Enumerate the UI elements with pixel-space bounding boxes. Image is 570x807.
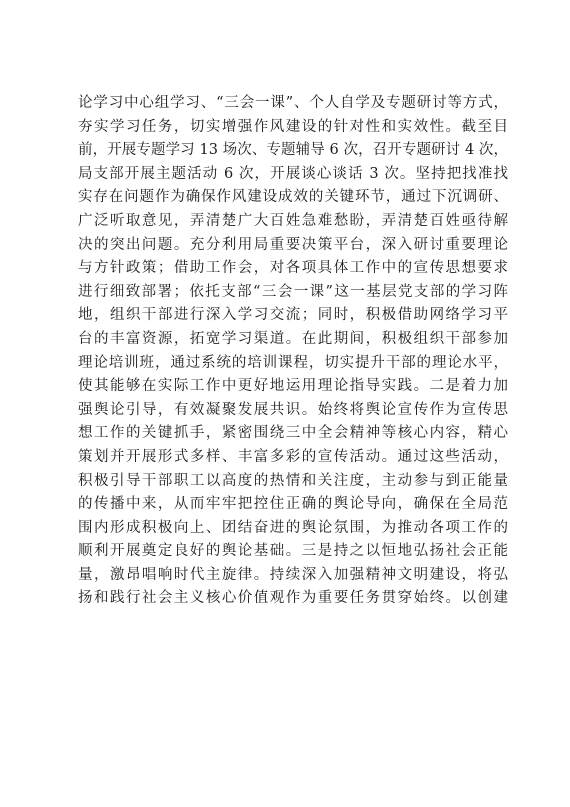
text-line: 积极引导干部职工以高度的热情和关注度，主动参与到正能量 — [78, 472, 508, 489]
text-line: 实存在问题作为确保作风建设成效的关键环节，通过下沉调研、 — [78, 189, 508, 206]
body-text — [78, 92, 508, 611]
text-line: 使其能够在实际工作中更好地运用理论指导实践。二是着力加 — [78, 378, 508, 395]
text-line: 量，激昂唱响时代主旋律。持续深入加强精神文明建设，将弘 — [78, 566, 508, 583]
text-line: 决的突出问题。充分利用局重要决策平台，深入研讨重要理论 — [78, 236, 508, 253]
text-line: 策划并开展形式多样、丰富多彩的宣传活动。通过这些活动， — [78, 448, 508, 465]
text-line: 局支部开展主题活动 6 次，开展谈心谈话 3 次。坚持把找准找 — [78, 165, 508, 182]
text-line: 扬和践行社会主义核心价值观作为重要任务贯穿始终。以创建 — [78, 590, 508, 607]
text-line: 的传播中来，从而牢牢把控住正确的舆论导向，确保在全局范 — [78, 496, 508, 513]
text-line: 理论培训班，通过系统的培训课程，切实提升干部的理论水平， — [78, 354, 508, 371]
text-line: 顺利开展奠定良好的舆论基础。三是持之以恒地弘扬社会正能 — [78, 543, 508, 560]
text-line: 强舆论引导，有效凝聚发展共识。始终将舆论宣传作为宣传思 — [78, 401, 508, 418]
text-line: 想工作的关键抓手，紧密围绕三中全会精神等核心内容，精心 — [78, 425, 508, 442]
text-line: 与方针政策；借助工作会，对各项具体工作中的宣传思想要求 — [78, 260, 508, 277]
text-line: 围内形成积极向上、团结奋进的舆论氛围，为推动各项工作的 — [78, 519, 508, 536]
text-line: 进行细致部署；依托支部“三会一课”这一基层党支部的学习阵 — [78, 283, 508, 300]
text-line: 论学习中心组学习、“三会一课”、个人自学及专题研讨等方式， — [78, 95, 508, 111]
text-line: 广泛听取意见，弄清楚广大百姓急难愁盼，弄清楚百姓亟待解 — [78, 212, 508, 229]
text-line: 前，开展专题学习 13 场次、专题辅导 6 次，召开专题研讨 4 次， — [78, 142, 508, 159]
text-line: 夯实学习任务，切实增强作风建设的针对性和实效性。截至目 — [78, 118, 508, 135]
text-line: 台的丰富资源，拓宽学习渠道。在此期间，积极组织干部参加 — [78, 330, 508, 347]
text-line: 地，组织干部进行深入学习交流；同时，积极借助网络学习平 — [78, 307, 508, 324]
